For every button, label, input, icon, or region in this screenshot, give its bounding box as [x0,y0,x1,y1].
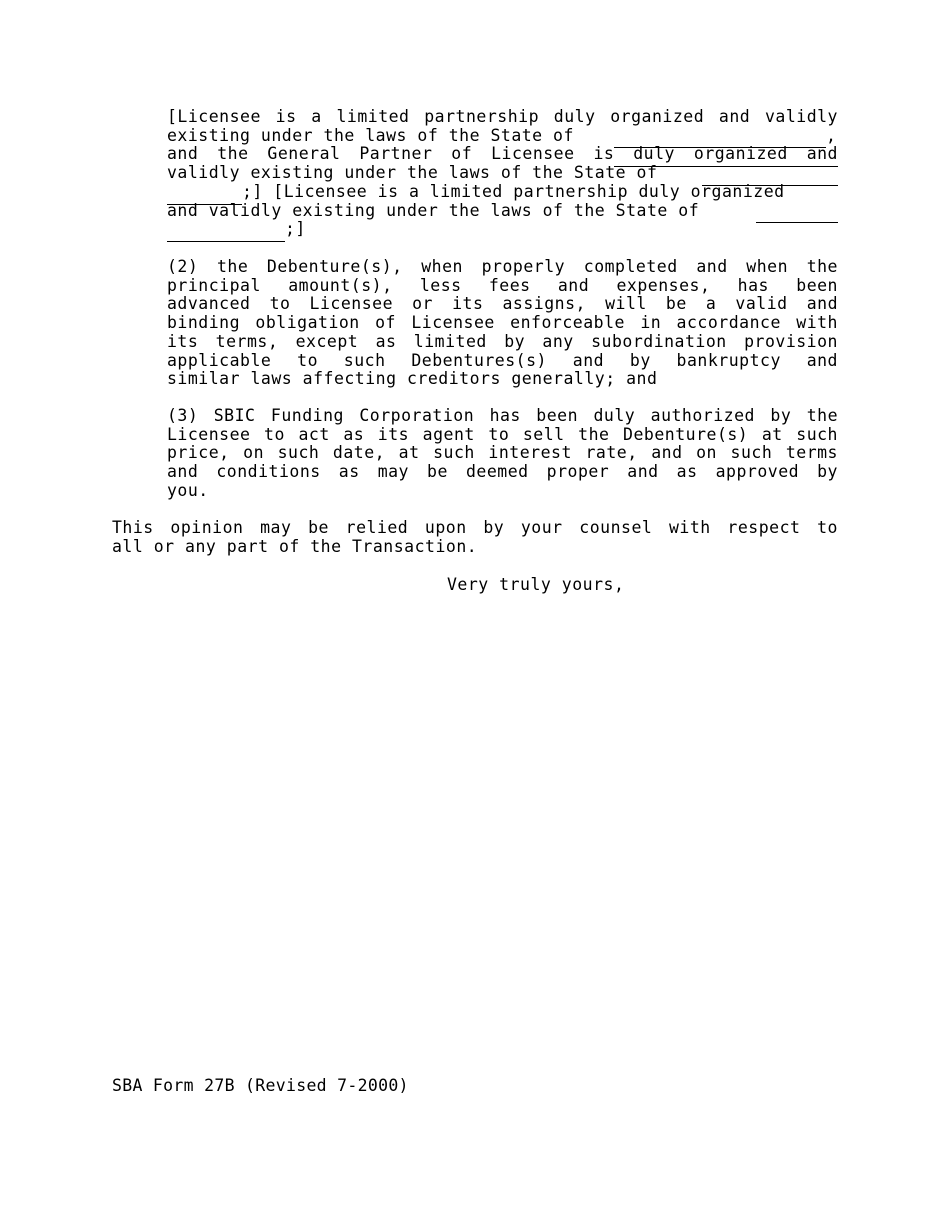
paragraph-line: Licensee to act as its agent to sell the Debenture(s) at such [167,424,838,444]
paragraph-line: binding obligation of Licensee enforceable in accordance with [167,313,838,333]
state-blank-field-2-cont[interactable] [167,204,242,205]
paragraph-line: [Licensee is a limited partnership duly organized and validly [167,107,838,126]
state-blank-field-overline [614,166,838,167]
paragraph-line-text: existing under the laws of the State of [167,125,574,145]
paragraph-line: its terms, except as limited by any subordination provision [167,331,838,351]
paragraph-line: advanced to Licensee or its assigns, will be a valid and [167,294,838,314]
paragraph-line: you. [167,480,209,500]
paragraph-line: (2) the Debenture(s), when properly completed and when the [167,257,838,276]
paragraph-line: (3) SBIC Funding Corporation has been duly authorized by the [167,406,838,425]
paragraph-licensee-status [167,108,838,239]
paragraph-line: ;] [Licensee is a limited partnership duly organized [242,181,785,201]
paragraph-debenture-validity [167,258,838,389]
paragraph-line: This opinion may be relied upon by your counsel with respect to [112,518,838,537]
paragraph-sbic-authorization [167,407,838,501]
state-blank-field-3-cont[interactable] [167,241,285,242]
state-blank-field-1[interactable] [614,147,826,148]
state-blank-field-3-top [702,185,838,186]
state-blank-field-3[interactable] [756,222,838,223]
paragraph-line-punctuation: , [826,125,837,145]
paragraph-line: similar laws affecting creditors generally; and [167,369,658,389]
paragraph-line [167,127,838,146]
paragraph-line: principal amount(s), less fees and expenses, has been [167,275,838,295]
paragraph-line: and the General Partner of Licensee is duly organized and [167,144,838,164]
closing-salutation: Very truly yours, [447,575,625,594]
paragraph-line: applicable to such Debentures(s) and by bankruptcy and [167,350,838,370]
form-footer: SBA Form 27B (Revised 7-2000) [112,1076,409,1095]
paragraph-reliance [112,519,838,556]
paragraph-line: and validly existing under the laws of the State of [167,200,700,220]
paragraph-line: ;] [285,219,306,239]
paragraph-line: all or any part of the Transaction. [112,536,478,556]
paragraph-line: and conditions as may be deemed proper and as approved by [167,462,838,482]
paragraph-line: price, on such date, at such interest rate, and on such terms [167,443,838,463]
paragraph-line: validly existing under the laws of the State of [167,163,658,183]
